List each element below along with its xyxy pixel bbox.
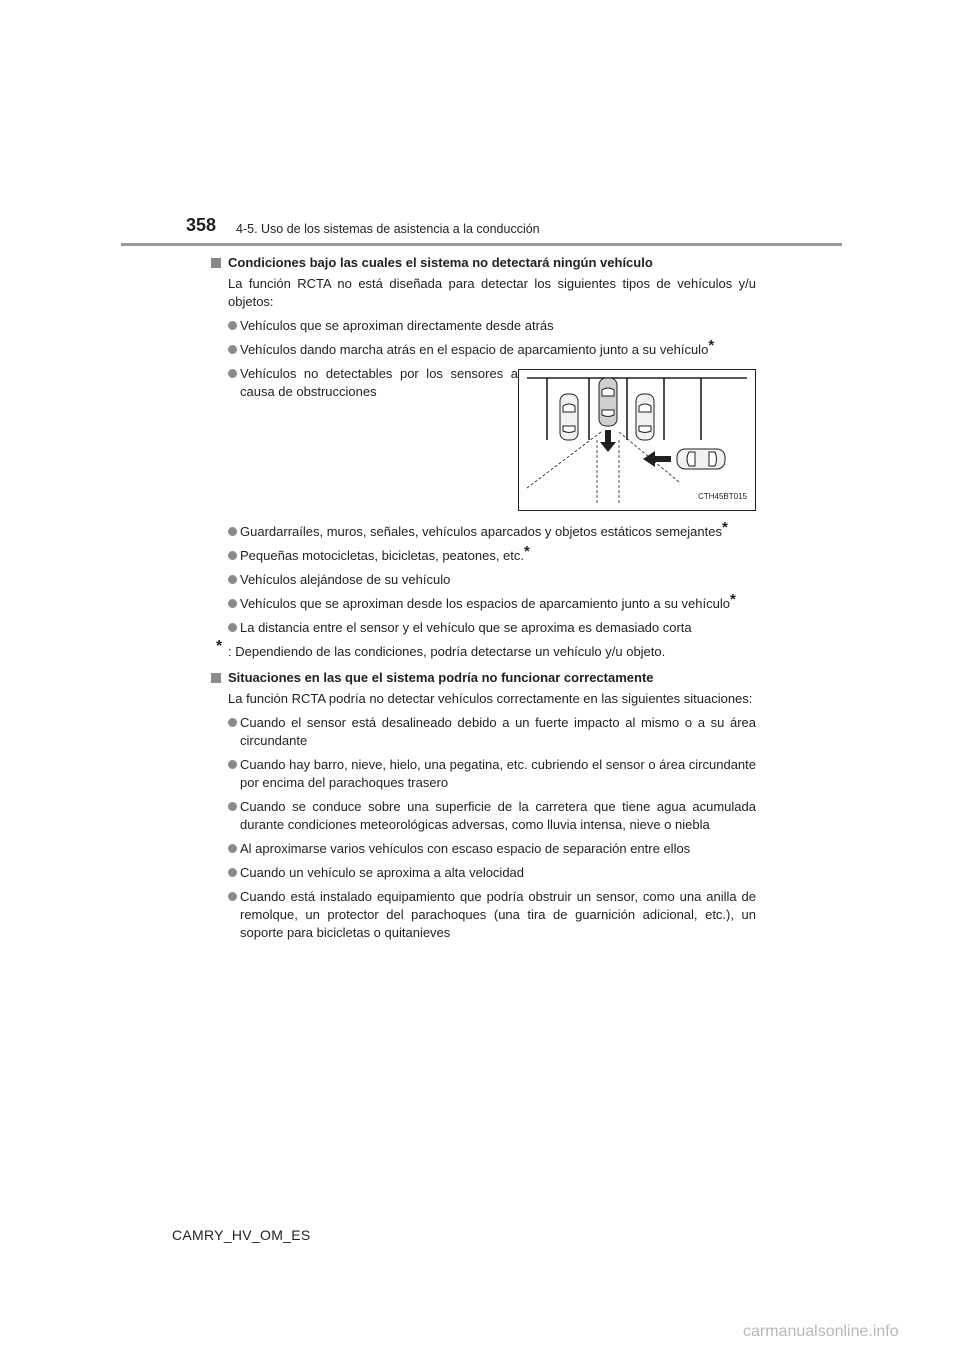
page-number: 358: [186, 215, 217, 235]
list-item-text: Guardarraíles, muros, señales, vehículos aparcados y objetos estáticos semejantes: [240, 524, 722, 539]
list-item-text: Cuando un vehículo se aproxima a alta velocidad: [240, 865, 525, 880]
bullet-icon: [228, 599, 237, 608]
list-item-text: Al aproximarse varios vehículos con escaso espacio de separación entre ellos: [240, 841, 691, 856]
parked-car-right: [636, 394, 654, 440]
bullet-icon: [228, 551, 237, 560]
bullet-icon: [228, 868, 237, 877]
list-item: [211, 798, 756, 834]
footnote-marker: *: [708, 337, 715, 354]
list-item-text: Cuando está instalado equipamiento que podría obstruir un sensor, como una anilla de remolque, un protector del parachoques (una tira de guarnición adicional, etc.), un soporte para bicicletas o quitanieves: [240, 889, 756, 940]
bullet-icon: [228, 369, 237, 378]
paragraph: La función RCTA no está diseñada para detectar los siguientes tipos de vehículos y/u objetos:: [228, 276, 756, 309]
main-content: [211, 254, 756, 948]
footnote-text: : Dependiendo de las condiciones, podría detectarse un vehículo y/u objeto.: [228, 644, 666, 659]
section-heading: [211, 669, 756, 687]
header-divider: [121, 243, 842, 246]
bullet-icon: [228, 844, 237, 853]
list-item: [211, 840, 756, 858]
parking-illustration: [518, 369, 756, 511]
reverse-arrow: [600, 430, 616, 452]
list-item: [211, 864, 756, 882]
section-heading: [211, 254, 756, 272]
bullet-icon: [228, 802, 237, 811]
section-title: 4-5. Uso de los sistemas de asistencia a la conducción: [236, 222, 540, 236]
approach-arrow: [643, 451, 671, 467]
list-item-text: Pequeñas motocicletas, bicicletas, peatones, etc.: [240, 548, 524, 563]
heading-square-icon: [211, 673, 221, 683]
list-item-text: Vehículos dando marcha atrás en el espacio de aparcamiento junto a su vehículo: [240, 342, 709, 357]
heading-square-icon: [211, 258, 221, 268]
bullet-icon: [228, 892, 237, 901]
list-item-text: Cuando el sensor está desalineado debido a un fuerte impacto al mismo o a su área circundante: [240, 715, 756, 748]
list-item-text: Vehículos que se aproximan directamente desde atrás: [240, 318, 554, 333]
list-item: [211, 337, 756, 359]
watermark: carmanualsonline.info: [743, 1323, 899, 1340]
bullet-icon: [228, 760, 237, 769]
list-item: [211, 519, 756, 541]
document-code: CAMRY_HV_OM_ES: [172, 1227, 311, 1243]
footnote-marker: *: [729, 591, 736, 608]
bullet-icon: [228, 575, 237, 584]
bullet-icon: [228, 321, 237, 330]
paragraph: La función RCTA podría no detectar vehículos correctamente en las siguientes situaciones:: [228, 691, 753, 706]
parked-car-left: [560, 394, 578, 440]
footnote: * : Dependiendo de las condiciones, podría detectarse un vehículo y/u objeto.: [216, 638, 666, 659]
list-item: [211, 888, 756, 942]
list-item-text: Cuando se conduce sobre una superficie de la carretera que tiene agua acumulada durante condiciones meteorológicas adversas, como lluvia intensa, nieve o niebla: [240, 799, 756, 832]
figure-code: CTH45BT015: [698, 492, 747, 501]
list-item: [211, 365, 518, 401]
section-heading-text: Situaciones en las que el sistema podría no funcionar correctamente: [228, 670, 654, 685]
list-item: [211, 543, 756, 565]
item-with-figure: [211, 365, 756, 511]
list-item-text: Vehículos que se aproximan desde los espacios de aparcamiento junto a su vehículo: [240, 596, 730, 611]
approaching-car: [677, 449, 725, 469]
list-item: [211, 591, 756, 613]
section-heading-text: Condiciones bajo las cuales el sistema no detectará ningún vehículo: [228, 255, 653, 270]
bullet-icon: [228, 527, 237, 536]
list-item: [211, 317, 756, 335]
list-item: [211, 756, 756, 792]
list-item-text: La distancia entre el sensor y el vehículo que se aproxima es demasiado corta: [240, 620, 692, 635]
list-item-text: Vehículos no detectables por los sensores a causa de obstrucciones: [240, 366, 518, 399]
own-car: [599, 378, 617, 426]
footnote-marker: *: [721, 519, 728, 536]
bullet-icon: [228, 623, 237, 632]
list-item: [211, 571, 756, 589]
bullet-icon: [228, 718, 237, 727]
list-item-text: Cuando hay barro, nieve, hielo, una pegatina, etc. cubriendo el sensor o área circundante por encima del parachoques trasero: [240, 757, 757, 790]
list-item: [211, 619, 756, 637]
bullet-icon: [228, 345, 237, 354]
list-item: [211, 714, 756, 750]
list-item-text: Vehículos alejándose de su vehículo: [240, 572, 451, 587]
footnote-marker: *: [524, 543, 530, 560]
